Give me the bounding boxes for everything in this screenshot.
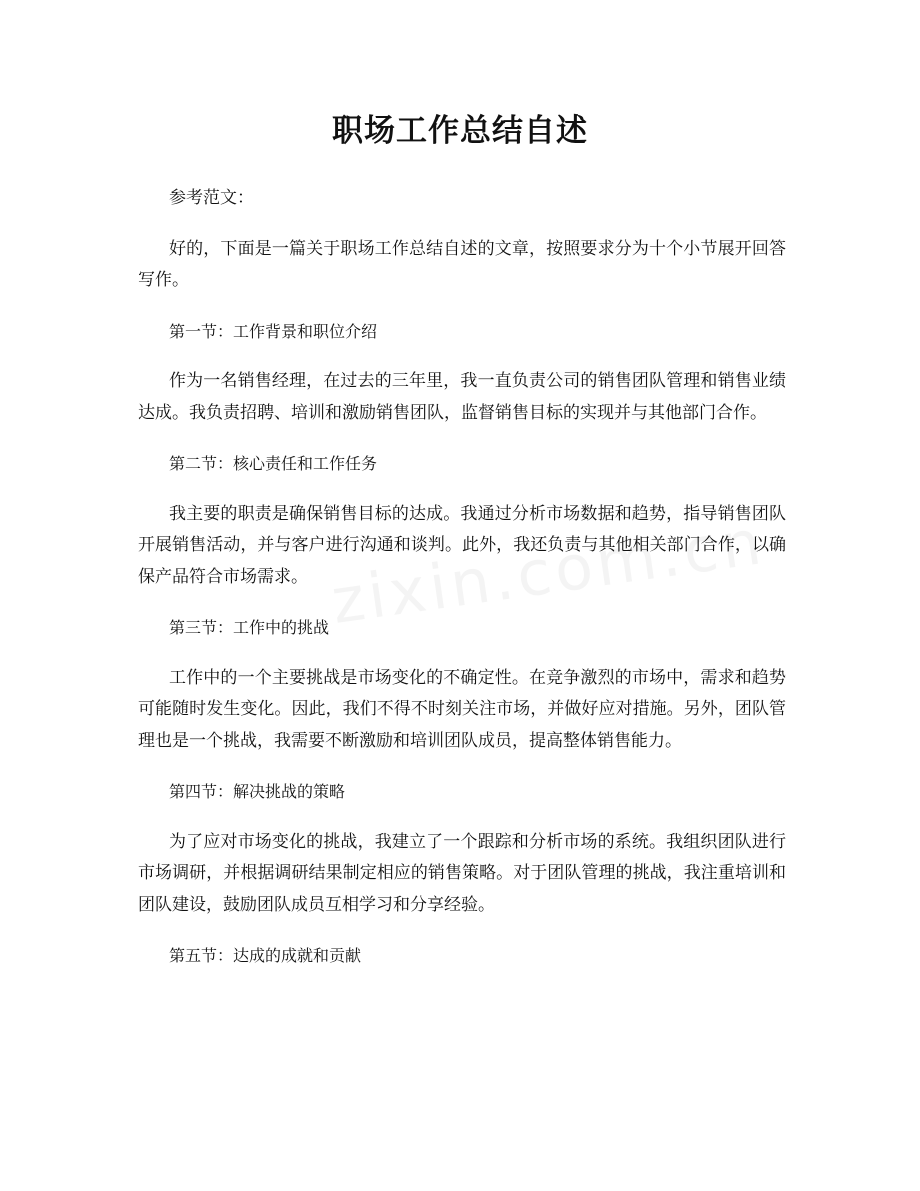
document-body bbox=[138, 183, 786, 991]
section-paragraph-2: 我主要的职责是确保销售目标的达成。我通过分析市场数据和趋势，指导销售团队开展销售活动，并与客户进行沟通和谈判。此外，我还负责与其他相关部门合作，以确保产品符合市场需求。 bbox=[138, 503, 786, 587]
section-heading-5: 第五节：达成的成就和贡献 bbox=[169, 946, 362, 965]
document-title: 职场工作总结自述 bbox=[332, 113, 588, 149]
section-heading-1: 第一节：工作背景和职位介绍 bbox=[169, 321, 378, 341]
section-paragraph-4: 为了应对市场变化的挑战，我建立了一个跟踪和分析市场的系统。我组织团队进行市场调研，并根据调研结果制定相应的销售策略。对于团队管理的挑战，我注重培训和团队建设，鼓励团队成员互相学习和分享经验。 bbox=[138, 831, 786, 915]
section-heading-3: 第三节：工作中的挑战 bbox=[169, 618, 330, 637]
section-heading-4: 第四节：解决挑战的策略 bbox=[169, 782, 346, 801]
section-paragraph-1: 作为一名销售经理，在过去的三年里，我一直负责公司的销售团队管理和销售业绩达成。我负责招聘、培训和激励销售团队，监督销售目标的实现并与其他部门合作。 bbox=[138, 371, 786, 423]
section-paragraph-3: 工作中的一个主要挑战是市场变化的不确定性。在竞争激烈的市场中，需求和趋势可能随时发生变化。因此，我们不得不时刻关注市场，并做好应对措施。另外，团队管理也是一个挑战，我需要不断激励和培训团队成员，提高整体销售能力。 bbox=[138, 667, 786, 751]
intro-paragraph: 好的，下面是一篇关于职场工作总结自述的文章，按照要求分为十个小节展开回答写作。 bbox=[138, 238, 786, 290]
section-heading-2: 第二节：核心责任和工作任务 bbox=[169, 454, 378, 473]
intro-label: 参考范文： bbox=[169, 188, 254, 208]
